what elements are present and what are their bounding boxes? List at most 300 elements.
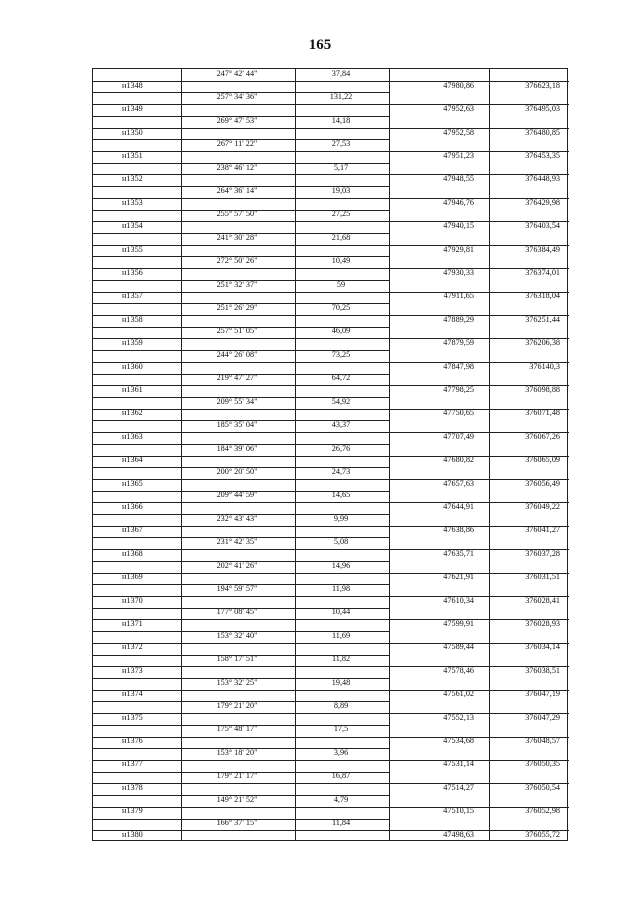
bearing-angle-cell: 209° 44' 59" xyxy=(216,490,258,500)
coord-x-cell: 47510,15 xyxy=(443,806,474,816)
point-id-cell: н1371 xyxy=(122,619,143,629)
point-id-cell: н1351 xyxy=(122,150,143,160)
coord-x-cell: 47847,98 xyxy=(443,361,474,371)
coord-x-cell: 47638,86 xyxy=(443,525,474,535)
table-row xyxy=(92,513,568,525)
distance-cell: 14,96 xyxy=(331,560,351,570)
point-id-cell xyxy=(92,489,180,501)
coord-y-cell: 376251,44 xyxy=(525,314,560,324)
coord-x-cell: 47930,33 xyxy=(443,267,474,277)
bearing-angle-cell xyxy=(180,712,294,724)
table-row xyxy=(92,489,568,501)
bearing-angle-cell: 247° 42' 44" xyxy=(216,69,258,78)
distance-cell: 11,69 xyxy=(331,630,351,640)
coord-y-cell xyxy=(488,677,568,689)
coord-y-cell: 376047,19 xyxy=(525,689,560,699)
table-row xyxy=(92,606,568,618)
point-id-cell: н1363 xyxy=(122,431,143,441)
table-row xyxy=(92,758,568,770)
coord-x-cell: 47635,71 xyxy=(443,548,474,558)
bearing-angle-cell xyxy=(180,478,294,490)
point-id-cell: н1349 xyxy=(122,104,143,114)
table-row xyxy=(92,466,568,478)
coord-y-cell xyxy=(488,700,568,712)
distance-cell: 11,98 xyxy=(331,583,351,593)
bearing-angle-cell xyxy=(180,80,294,92)
bearing-angle-cell: 209° 55' 34" xyxy=(216,396,258,406)
coord-x-cell: 47534,68 xyxy=(443,736,474,746)
bearing-angle-cell: 153° 18' 20" xyxy=(216,747,258,757)
coord-y-cell xyxy=(488,747,568,759)
bearing-angle-cell: 158° 17' 51" xyxy=(216,654,258,664)
coord-y-cell: 376028,41 xyxy=(525,595,560,605)
point-id-cell xyxy=(92,677,180,689)
point-id-cell: н1374 xyxy=(122,689,143,699)
table-row xyxy=(92,185,568,197)
bearing-angle-cell xyxy=(180,173,294,185)
table-row xyxy=(92,770,568,782)
bearing-angle-cell: 244° 26' 08" xyxy=(216,349,258,359)
table-row xyxy=(92,68,568,80)
table-row xyxy=(92,80,568,92)
coord-y-cell: 376071,48 xyxy=(525,408,560,418)
table-row xyxy=(92,267,568,279)
table-row xyxy=(92,571,568,583)
bearing-angle-cell xyxy=(180,431,294,443)
bearing-angle-cell: 231° 42' 35" xyxy=(216,537,258,547)
coord-x-cell: 47589,44 xyxy=(443,642,474,652)
table-row xyxy=(92,138,568,150)
point-id-cell xyxy=(92,279,180,291)
bearing-angle-cell: 179° 21' 17" xyxy=(216,771,258,781)
distance-cell: 37,84 xyxy=(331,69,351,78)
distance-cell xyxy=(294,688,388,700)
bearing-angle-cell: 194° 59' 57" xyxy=(216,583,258,593)
table-row xyxy=(92,454,568,466)
coord-x-cell xyxy=(388,794,488,806)
distance-cell xyxy=(294,127,388,139)
bearing-angle-cell xyxy=(180,618,294,630)
point-id-cell: н1356 xyxy=(122,267,143,277)
point-id-cell xyxy=(92,513,180,525)
point-id-cell xyxy=(92,419,180,431)
point-id-cell xyxy=(92,794,180,806)
table-row xyxy=(92,103,568,115)
distance-cell xyxy=(294,384,388,396)
distance-cell xyxy=(294,712,388,724)
coord-x-cell xyxy=(388,700,488,712)
coord-x-cell xyxy=(388,115,488,127)
bearing-angle-cell: 251° 32' 37" xyxy=(216,279,258,289)
bearing-angle-cell: 149° 21' 52" xyxy=(216,794,258,804)
bearing-angle-cell: 257° 34' 36" xyxy=(216,92,258,102)
table-row xyxy=(92,618,568,630)
coord-y-cell: 376048,57 xyxy=(525,736,560,746)
coord-y-cell: 376047,29 xyxy=(525,712,560,722)
bearing-angle-cell xyxy=(180,103,294,115)
coord-x-cell: 47940,15 xyxy=(443,221,474,231)
point-id-cell: н1360 xyxy=(122,361,143,371)
distance-cell xyxy=(294,501,388,513)
coord-x-cell: 47889,29 xyxy=(443,314,474,324)
table-row xyxy=(92,255,568,267)
coord-y-cell xyxy=(488,185,568,197)
coord-y-cell: 376037,28 xyxy=(525,548,560,558)
distance-cell xyxy=(294,267,388,279)
bearing-angle-cell xyxy=(180,384,294,396)
coord-x-cell: 47946,76 xyxy=(443,197,474,207)
coord-x-cell xyxy=(388,349,488,361)
point-id-cell xyxy=(92,232,180,244)
distance-cell: 27,25 xyxy=(331,209,351,219)
coord-x-cell xyxy=(388,419,488,431)
distance-cell xyxy=(294,197,388,209)
table-row xyxy=(92,583,568,595)
coord-y-cell xyxy=(488,723,568,735)
coord-y-cell: 376480,85 xyxy=(525,127,560,137)
table-row xyxy=(92,723,568,735)
point-id-cell xyxy=(92,466,180,478)
distance-cell xyxy=(294,641,388,653)
coord-y-cell xyxy=(488,91,568,103)
coord-x-cell xyxy=(388,489,488,501)
coord-x-cell: 47610,34 xyxy=(443,595,474,605)
coord-y-cell xyxy=(488,279,568,291)
coord-x-cell: 47552,13 xyxy=(443,712,474,722)
table-row xyxy=(92,302,568,314)
coord-x-cell xyxy=(388,138,488,150)
distance-cell: 14,18 xyxy=(331,115,351,125)
distance-cell: 9,99 xyxy=(333,513,349,523)
coord-y-cell: 376034,14 xyxy=(525,642,560,652)
coord-x-cell: 47952,58 xyxy=(443,127,474,137)
table-row xyxy=(92,536,568,548)
coord-x-cell xyxy=(388,232,488,244)
distance-cell xyxy=(294,103,388,115)
coord-y-cell xyxy=(488,138,568,150)
bearing-angle-cell xyxy=(180,758,294,770)
table-row xyxy=(92,279,568,291)
coord-x-cell: 47498,63 xyxy=(443,829,474,839)
bearing-angle-cell: 272° 50' 26" xyxy=(216,256,258,266)
point-id-cell xyxy=(92,349,180,361)
coord-y-cell: 376028,93 xyxy=(525,619,560,629)
point-id-cell xyxy=(92,443,180,455)
coord-y-cell xyxy=(488,583,568,595)
bearing-angle-cell: 184° 39' 06" xyxy=(216,443,258,453)
coord-x-cell: 47750,65 xyxy=(443,408,474,418)
point-id-cell xyxy=(92,700,180,712)
coord-y-cell xyxy=(488,115,568,127)
coord-y-cell xyxy=(488,466,568,478)
point-id-cell: н1354 xyxy=(122,221,143,231)
table-row xyxy=(92,805,568,817)
distance-cell: 5,08 xyxy=(333,537,349,547)
table-row xyxy=(92,208,568,220)
coord-x-cell xyxy=(388,279,488,291)
bearing-angle-cell xyxy=(180,501,294,513)
table-row xyxy=(92,290,568,302)
point-id-cell: н1375 xyxy=(122,712,143,722)
coord-y-cell xyxy=(488,419,568,431)
coord-x-cell: 47707,49 xyxy=(443,431,474,441)
bearing-angle-cell xyxy=(180,641,294,653)
distance-cell xyxy=(294,80,388,92)
coord-x-cell: 47644,91 xyxy=(443,502,474,512)
coord-y-cell: 376038,51 xyxy=(525,665,560,675)
distance-cell: 24,73 xyxy=(331,466,351,476)
distance-cell: 16,87 xyxy=(331,771,351,781)
coord-y-cell: 376067,26 xyxy=(525,431,560,441)
point-id-cell xyxy=(92,653,180,665)
coord-x-cell: 47798,25 xyxy=(443,384,474,394)
coord-y-cell: 376495,03 xyxy=(525,104,560,114)
point-id-cell: н1350 xyxy=(122,127,143,137)
coord-x-cell xyxy=(388,747,488,759)
bearing-angle-cell xyxy=(180,829,294,841)
table-row xyxy=(92,443,568,455)
point-id-cell xyxy=(92,115,180,127)
coord-x-cell: 47911,65 xyxy=(443,291,474,301)
point-id-cell: н1358 xyxy=(122,314,143,324)
coord-x-cell xyxy=(388,162,488,174)
distance-cell xyxy=(294,337,388,349)
point-id-cell: н1379 xyxy=(122,806,143,816)
distance-cell: 19,48 xyxy=(331,677,351,687)
coord-y-cell xyxy=(488,560,568,572)
point-id-cell: н1348 xyxy=(122,80,143,90)
coord-y-cell: 376140,3 xyxy=(529,361,560,371)
coord-x-cell xyxy=(388,536,488,548)
coord-y-cell xyxy=(488,653,568,665)
bearing-angle-cell xyxy=(180,665,294,677)
distance-cell xyxy=(294,595,388,607)
distance-cell xyxy=(294,524,388,536)
point-id-cell: н1365 xyxy=(122,478,143,488)
table-row xyxy=(92,349,568,361)
coord-x-cell xyxy=(388,583,488,595)
table-row xyxy=(92,560,568,572)
coord-x-cell: 47948,55 xyxy=(443,174,474,184)
coord-x-cell xyxy=(388,723,488,735)
bearing-angle-cell: 232° 43' 43" xyxy=(216,513,258,523)
bearing-angle-cell: 219° 47' 27" xyxy=(216,373,258,383)
point-id-cell xyxy=(92,91,180,103)
coord-y-cell: 376384,49 xyxy=(525,244,560,254)
coord-y-cell xyxy=(488,208,568,220)
bearing-angle-cell: 177° 08' 45" xyxy=(216,607,258,617)
table-row xyxy=(92,735,568,747)
bearing-angle-cell xyxy=(180,267,294,279)
coord-y-cell xyxy=(488,372,568,384)
coord-x-cell: 47929,81 xyxy=(443,244,474,254)
distance-cell xyxy=(294,665,388,677)
distance-cell xyxy=(294,361,388,373)
bearing-angle-cell: 175° 48' 17" xyxy=(216,724,258,734)
distance-cell xyxy=(294,758,388,770)
coord-y-cell xyxy=(488,443,568,455)
coord-y-cell: 376049,22 xyxy=(525,502,560,512)
coord-y-cell: 376041,27 xyxy=(525,525,560,535)
table-row xyxy=(92,712,568,724)
coord-x-cell: 47621,91 xyxy=(443,572,474,582)
point-id-cell: н1367 xyxy=(122,525,143,535)
distance-cell: 3,96 xyxy=(333,747,349,757)
table-row xyxy=(92,665,568,677)
point-id-cell xyxy=(92,208,180,220)
point-id-cell: н1364 xyxy=(122,455,143,465)
coord-y-cell xyxy=(488,794,568,806)
bearing-angle-cell: 153° 32' 40" xyxy=(216,630,258,640)
bearing-angle-cell: 251° 26' 29" xyxy=(216,303,258,313)
coord-y-cell xyxy=(488,817,568,829)
coord-x-cell xyxy=(388,68,488,80)
coord-x-cell: 47531,14 xyxy=(443,759,474,769)
bearing-angle-cell: 202° 41' 26" xyxy=(216,560,258,570)
distance-cell xyxy=(294,314,388,326)
bearing-angle-cell xyxy=(180,361,294,373)
point-id-cell: н1357 xyxy=(122,291,143,301)
point-id-cell xyxy=(92,817,180,829)
point-id-cell xyxy=(92,255,180,267)
coord-x-cell: 47879,59 xyxy=(443,338,474,348)
point-id-cell: н1370 xyxy=(122,595,143,605)
coord-y-cell xyxy=(488,513,568,525)
bearing-angle-cell xyxy=(180,595,294,607)
coord-x-cell xyxy=(388,208,488,220)
point-id-cell: н1362 xyxy=(122,408,143,418)
table-row xyxy=(92,782,568,794)
distance-cell: 21,68 xyxy=(331,232,351,242)
point-id-cell: н1368 xyxy=(122,548,143,558)
coord-y-cell: 376056,49 xyxy=(525,478,560,488)
table-row xyxy=(92,548,568,560)
coord-y-cell: 376429,98 xyxy=(525,197,560,207)
point-id-cell: н1380 xyxy=(122,829,143,839)
bearing-angle-cell xyxy=(180,782,294,794)
point-id-cell xyxy=(92,606,180,618)
distance-cell: 46,09 xyxy=(331,326,351,336)
coord-y-cell: 376055,72 xyxy=(525,829,560,839)
coord-y-cell xyxy=(488,68,568,80)
coord-y-cell xyxy=(488,232,568,244)
bearing-angle-cell: 267° 11' 22" xyxy=(216,139,258,149)
point-id-cell xyxy=(92,162,180,174)
bearing-angle-cell: 241° 30' 28" xyxy=(216,232,258,242)
bearing-angle-cell xyxy=(180,197,294,209)
table-row xyxy=(92,700,568,712)
point-id-cell xyxy=(92,302,180,314)
point-id-cell: н1361 xyxy=(122,384,143,394)
bearing-angle-cell xyxy=(180,150,294,162)
distance-cell xyxy=(294,735,388,747)
bearing-angle-cell: 264° 36' 14" xyxy=(216,186,258,196)
table-row xyxy=(92,524,568,536)
table-row xyxy=(92,829,568,841)
distance-cell xyxy=(294,829,388,841)
coord-x-cell xyxy=(388,817,488,829)
coord-y-cell: 376050,35 xyxy=(525,759,560,769)
point-id-cell xyxy=(92,536,180,548)
coord-x-cell: 47514,27 xyxy=(443,782,474,792)
coord-x-cell: 47951,23 xyxy=(443,150,474,160)
distance-cell: 11,84 xyxy=(331,818,351,827)
bearing-angle-cell xyxy=(180,220,294,232)
point-id-cell: н1355 xyxy=(122,244,143,254)
coord-x-cell xyxy=(388,653,488,665)
table-row xyxy=(92,688,568,700)
point-id-cell: н1352 xyxy=(122,174,143,184)
distance-cell: 4,79 xyxy=(333,794,349,804)
coord-x-cell xyxy=(388,372,488,384)
coord-x-cell xyxy=(388,443,488,455)
coord-x-cell: 47599,91 xyxy=(443,619,474,629)
distance-cell xyxy=(294,150,388,162)
coord-x-cell xyxy=(388,513,488,525)
bearing-angle-cell: 238° 46' 12" xyxy=(216,162,258,172)
distance-cell: 70,25 xyxy=(331,303,351,313)
coord-y-cell xyxy=(488,489,568,501)
table-row xyxy=(92,595,568,607)
coord-y-cell xyxy=(488,606,568,618)
distance-cell: 26,76 xyxy=(331,443,351,453)
bearing-angle-cell xyxy=(180,735,294,747)
coord-y-cell xyxy=(488,630,568,642)
bearing-angle-cell xyxy=(180,454,294,466)
table-row xyxy=(92,127,568,139)
distance-cell: 10,49 xyxy=(331,256,351,266)
point-id-cell xyxy=(92,372,180,384)
table-row xyxy=(92,91,568,103)
bearing-angle-cell: 179° 21' 20" xyxy=(216,700,258,710)
distance-cell xyxy=(294,478,388,490)
coord-x-cell xyxy=(388,606,488,618)
coord-x-cell xyxy=(388,560,488,572)
table-row xyxy=(92,630,568,642)
distance-cell: 131,22 xyxy=(329,92,353,102)
coord-y-cell xyxy=(488,349,568,361)
distance-cell: 73,25 xyxy=(331,349,351,359)
table-row xyxy=(92,162,568,174)
coord-x-cell xyxy=(388,91,488,103)
table-row xyxy=(92,220,568,232)
point-id-cell: н1377 xyxy=(122,759,143,769)
coord-x-cell xyxy=(388,302,488,314)
bearing-angle-cell xyxy=(180,127,294,139)
distance-cell xyxy=(294,173,388,185)
point-id-cell xyxy=(92,770,180,782)
distance-cell: 59 xyxy=(336,279,346,289)
bearing-angle-cell: 255° 57' 50" xyxy=(216,209,258,219)
point-id-cell xyxy=(92,560,180,572)
coord-y-cell: 376052,98 xyxy=(525,806,560,816)
bearing-angle-cell xyxy=(180,314,294,326)
distance-cell: 17,5 xyxy=(333,724,349,734)
point-id-cell xyxy=(92,325,180,337)
coord-y-cell: 376050,54 xyxy=(525,782,560,792)
coord-x-cell xyxy=(388,630,488,642)
point-id-cell: н1372 xyxy=(122,642,143,652)
distance-cell: 43,37 xyxy=(331,420,351,430)
table-row xyxy=(92,478,568,490)
point-id-cell xyxy=(92,185,180,197)
table-row xyxy=(92,372,568,384)
bearing-angle-cell xyxy=(180,548,294,560)
distance-cell: 11,82 xyxy=(331,654,351,664)
distance-cell: 19,03 xyxy=(331,186,351,196)
coord-x-cell xyxy=(388,325,488,337)
coord-x-cell: 47657,63 xyxy=(443,478,474,488)
